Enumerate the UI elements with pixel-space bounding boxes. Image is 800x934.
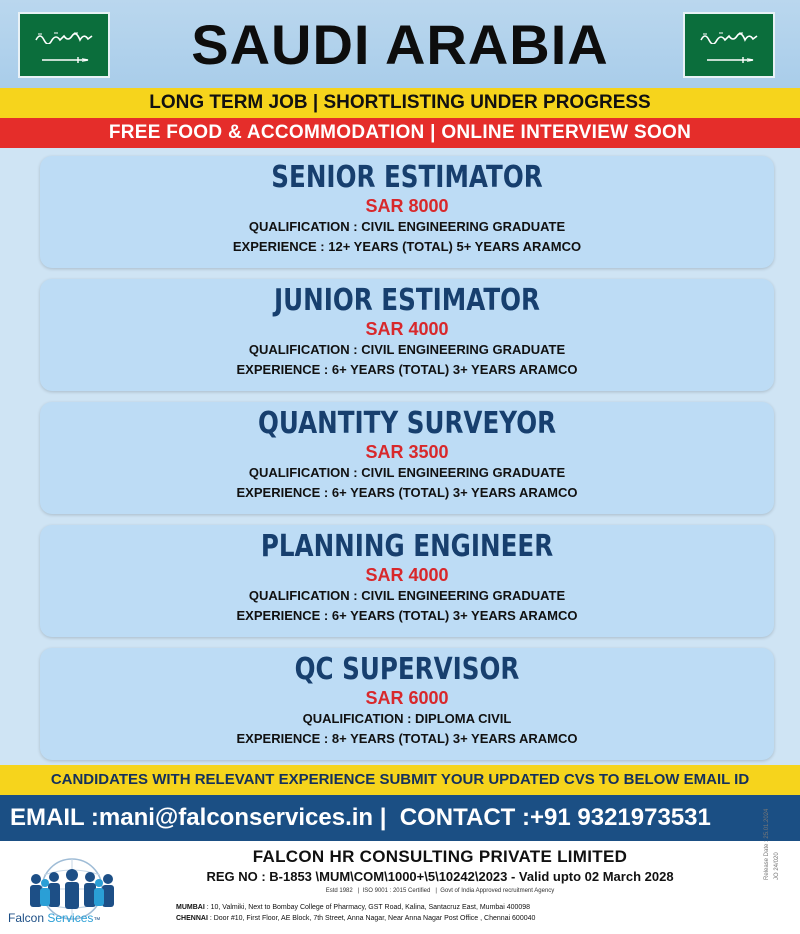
flag-sword-icon (40, 56, 90, 64)
saudi-flag-icon (683, 12, 775, 78)
job-title: QC SUPERVISOR (294, 652, 520, 687)
company-name: FALCON HR CONSULTING PRIVATE LIMITED (252, 847, 628, 866)
job-title: QUANTITY SURVEYOR (257, 406, 557, 441)
job-salary: SAR 6000 (365, 688, 449, 708)
email-link[interactable]: mani@falconservices.in (98, 804, 374, 831)
footer (0, 841, 800, 934)
job-qualification: QUALIFICATION : DIPLOMA CIVIL (302, 711, 512, 726)
job-card (40, 156, 774, 268)
job-card (40, 525, 774, 637)
page-title: SAUDI ARABIA (191, 13, 609, 76)
contact-separator: | (373, 804, 400, 831)
job-experience: EXPERIENCE : 12+ YEARS (TOTAL) 5+ YEARS ARAMCO (232, 239, 582, 254)
flag-script-icon (699, 30, 759, 44)
chennai-address: CHENNAI : Door #10, First Floor, AE Block, 7th Street, Anna Nagar, Near Anna Nagar Post Office , Chennai 600040 (176, 915, 536, 922)
job-title: PLANNING ENGINEER (260, 529, 554, 564)
email-label: EMAIL : (10, 804, 99, 831)
phone-label: CONTACT : (399, 804, 530, 831)
phone-link[interactable]: +91 9321973531 (530, 804, 711, 831)
job-salary: SAR 4000 (365, 565, 449, 585)
job-card (40, 402, 774, 514)
job-qualification: QUALIFICATION : CIVIL ENGINEERING GRADUATE (248, 465, 566, 480)
logo-wordmark: Falcon Services™ (8, 911, 101, 925)
mumbai-address: MUMBAI : 10, Valmiki, Next to Bombay College of Pharmacy, GST Road, Kalina, Santacruz East, Mumbai 400098 (176, 904, 531, 911)
certifications: Estd 1982 | ISO 9001 : 2015 Certified | Govt of India Approved recruitment Agency (325, 888, 555, 894)
job-qualification: QUALIFICATION : CIVIL ENGINEERING GRADUATE (248, 219, 566, 234)
job-card (40, 279, 774, 391)
job-salary: SAR 4000 (365, 319, 449, 339)
job-salary: SAR 3500 (365, 442, 449, 462)
header (0, 0, 800, 88)
banner-long-term: LONG TERM JOB | SHORTLISTING UNDER PROGRESS (0, 88, 800, 118)
banner-benefits: FREE FOOD & ACCOMMODATION | ONLINE INTERVIEW SOON (0, 118, 800, 148)
job-experience: EXPERIENCE : 8+ YEARS (TOTAL) 3+ YEARS ARAMCO (236, 731, 578, 746)
job-code: JO 24/020 (774, 852, 780, 880)
release-date: Release Date : 25.01.2024 (764, 808, 770, 880)
flag-script-icon (34, 30, 94, 44)
job-salary: SAR 8000 (365, 196, 449, 216)
saudi-flag-icon (18, 12, 110, 78)
job-qualification: QUALIFICATION : CIVIL ENGINEERING GRADUATE (248, 588, 566, 603)
job-qualification: QUALIFICATION : CIVIL ENGINEERING GRADUATE (248, 342, 566, 357)
contact-bar (0, 795, 800, 841)
job-experience: EXPERIENCE : 6+ YEARS (TOTAL) 3+ YEARS ARAMCO (236, 608, 578, 623)
job-card (40, 648, 774, 760)
job-title: SENIOR ESTIMATOR (271, 160, 543, 195)
call-to-action: CANDIDATES WITH RELEVANT EXPERIENCE SUBMIT YOUR UPDATED CVS TO BELOW EMAIL ID (0, 765, 800, 795)
job-title: JUNIOR ESTIMATOR (274, 283, 540, 318)
job-experience: EXPERIENCE : 6+ YEARS (TOTAL) 3+ YEARS ARAMCO (236, 485, 578, 500)
job-experience: EXPERIENCE : 6+ YEARS (TOTAL) 3+ YEARS ARAMCO (236, 362, 578, 377)
registration-number: REG NO : B-1853 \MUM\COM\1000+\5\10242\2023 - Valid upto 02 March 2028 (206, 869, 674, 884)
flag-sword-icon (705, 56, 755, 64)
